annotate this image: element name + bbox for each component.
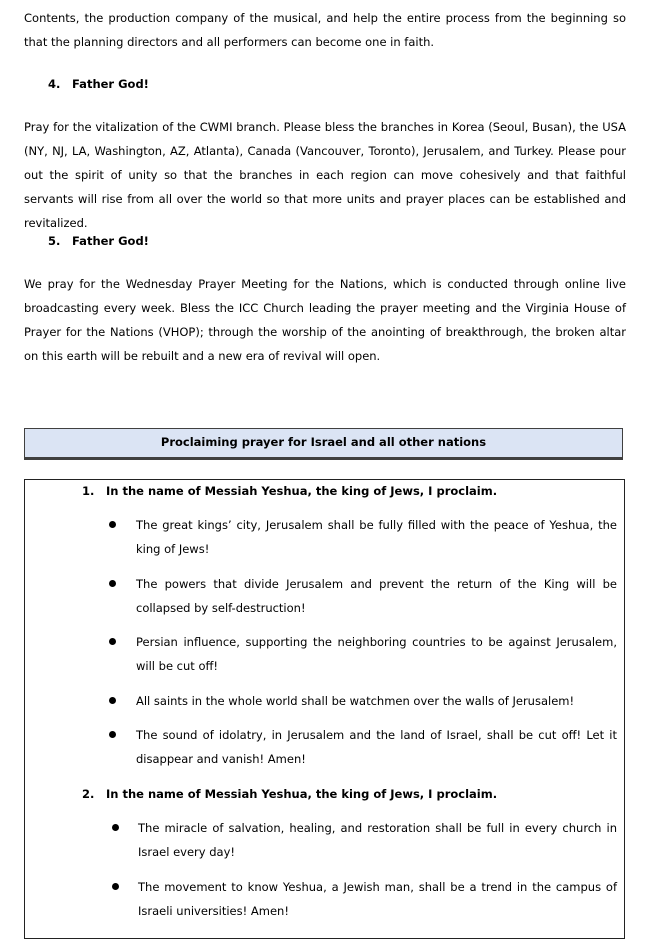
bullet-icon <box>109 638 116 645</box>
bullet-icon <box>109 521 116 528</box>
heading-father-god-5 <box>48 231 149 251</box>
paragraph-intro-continuation: Contents, the production company of the musical, and help the entire process from the beginning so that the planning directors and all performers can become one in faith. <box>24 11 626 49</box>
paragraph-cwmi-branches: Pray for the vitalization of the CWMI branch. Please bless the branches in Korea (Seoul, Busan), the USA (NY, NJ, LA, Washington, AZ, Atlanta), Canada (Vancouver, Toronto), Jerusalem, and Turkey. Please pour out the spirit of unity so that the branches in each region can move cohesively and that faithful servants will rise from all over the world so that more units and prayer places can be established and revitalized. <box>24 120 626 230</box>
section-banner-title: Proclaiming prayer for Israel and all other nations <box>24 428 623 458</box>
heading-text: Father God! <box>72 234 149 248</box>
heading-number: 4. <box>48 77 61 91</box>
heading-father-god-4 <box>48 74 149 94</box>
proclamation-item: The movement to know Yeshua, a Jewish man, shall be a trend in the campus of Israeli universities! Amen! <box>138 880 617 918</box>
proclamation-heading-2 <box>82 784 497 804</box>
proclamation-item: All saints in the whole world shall be watchmen over the walls of Jerusalem! <box>136 694 575 708</box>
bullet-icon <box>109 697 116 704</box>
proclamation-heading-1 <box>82 481 497 501</box>
bullet-icon <box>109 580 116 587</box>
proclamation-item: The great kings’ city, Jerusalem shall be fully filled with the peace of Yeshua, the king of Jews! <box>136 518 617 556</box>
bullet-icon <box>109 731 116 738</box>
heading-number: 5. <box>48 234 61 248</box>
proclamation-heading-text: In the name of Messiah Yeshua, the king of Jews, I proclaim. <box>106 787 498 801</box>
proclamation-item: The miracle of salvation, healing, and restoration shall be full in every church in Israel every day! <box>138 821 617 859</box>
proclamation-item: Persian influence, supporting the neighboring countries to be against Jerusalem, will be cut off! <box>136 635 617 673</box>
proclamation-number: 2. <box>82 787 95 801</box>
paragraph-wednesday-prayer: We pray for the Wednesday Prayer Meeting for the Nations, which is conducted through online live broadcasting every week. Bless the ICC Church leading the prayer meeting and the Virginia House of Prayer for the Nations (VHOP); through the worship of the anointing of breakthrough, the broken altar on this earth will be rebuilt and a new era of revival will open. <box>24 277 626 363</box>
proclamation-number: 1. <box>82 484 95 498</box>
bullet-icon <box>112 824 119 831</box>
bullet-icon <box>112 883 119 890</box>
proclamation-heading-text: In the name of Messiah Yeshua, the king of Jews, I proclaim. <box>106 484 498 498</box>
heading-text: Father God! <box>72 77 149 91</box>
proclamation-item: The powers that divide Jerusalem and prevent the return of the King will be collapsed by self-destruction! <box>136 577 617 615</box>
proclamation-item: The sound of idolatry, in Jerusalem and the land of Israel, shall be cut off! Let it disappear and vanish! Amen! <box>136 728 617 766</box>
